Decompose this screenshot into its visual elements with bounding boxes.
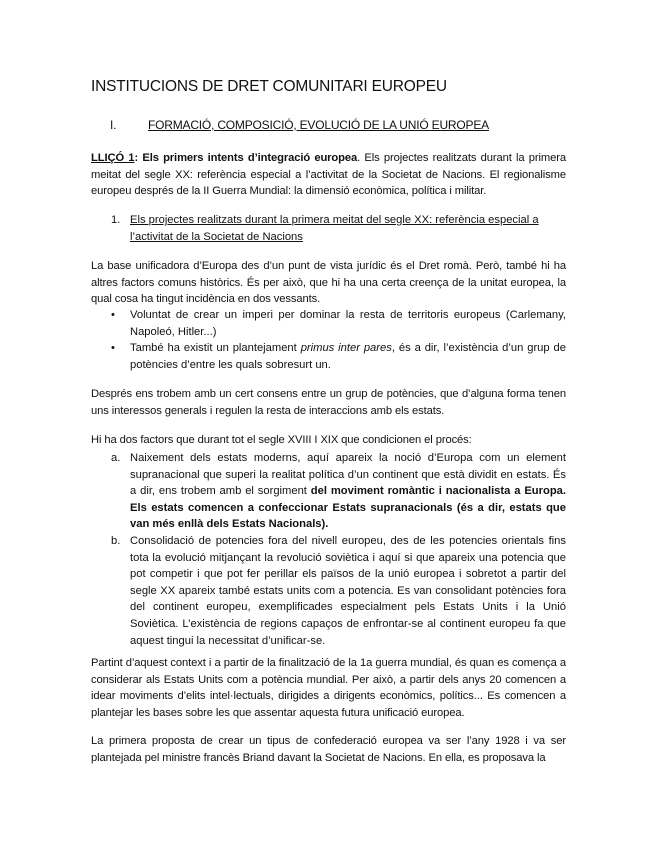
bullet-text-before: També ha existit un plantejament bbox=[130, 342, 301, 355]
document-title: INSTITUCIONS DE DRET COMUNITARI EUROPEU bbox=[91, 78, 447, 95]
list-item bbox=[111, 533, 566, 649]
lesson-label: LLIÇÓ 1 bbox=[91, 152, 135, 164]
paragraph-consensus: Després ens trobem amb un cert consens entre un grup de potències, que d’alguna forma tenen uns interessos generals i regulen la resta de interaccions amb els estats. bbox=[91, 388, 566, 417]
section-heading bbox=[110, 118, 489, 132]
numbered-heading-marker: 1. bbox=[111, 214, 121, 226]
section-title: FORMACIÓ, COMPOSICIÓ, EVOLUCIÓ DE LA UNIÓ EUROPEA bbox=[148, 118, 489, 132]
bullet-text: Voluntat de crear un imperi per dominar la resta de territoris europeus (Carlemany, Napoleó, Hitler...) bbox=[130, 309, 566, 338]
paragraph-context: Partint d’aquest context i a partir de la finalització de la 1a guerra mundial, és quan es comença a considerar als Estats Units com a potència mundial. Per això, a partir dels anys 20 comencen a idear moviments d’elits intel·lectuals, dirigides a dirigents econòmics, polítics... Es comencen a plantejar les bases sobre les que assentar aquesta futura unificació europea. bbox=[91, 657, 566, 719]
bullet-text-italic: primus inter pares bbox=[300, 342, 392, 355]
bullet-list bbox=[111, 307, 566, 373]
section-number: I. bbox=[110, 118, 117, 132]
alpha-text: Consolidació de potencies fora del nivell europeu, des de les potencies orientals fins tota la evolució mitjançant la revolució soviètica i aquí si que apareix una potencia que pot competir i que pot fer perillar els països de la unió europea i sobretot a partir del segle XX apareix també estats units com a potencia. Es van consolidant potències fora del continent europeu, exemplificades especialment pels Estats Units i la Unió Soviètica. L’existència de regions capaços de enfrontar-se al continent europeu fa que aquest tingui la necessitat d’unificar-se. bbox=[130, 534, 566, 647]
paragraph-two-factors: Hi ha dos factors que durant tot el segle XVIII I XIX que condicionen el procés: bbox=[91, 434, 472, 446]
bullet-text-after: , és a dir, l’existència d’un grup de potències d’entre les quals sobresurt un. bbox=[130, 342, 566, 371]
paragraph-first-proposal: La primera proposta de crear un tipus de confederació europea va ser l’any 1928 i va ser plantejada pel ministre francès Briand davant la Societat de Nacions. En ella, es proposava la bbox=[91, 735, 566, 764]
alpha-text-bold: del moviment romàntic i nacionalista a Europa. Els estats comencen a confeccionar Estats supranacionals (és a dir, estats que van més enllà dels Estats Nacionals). bbox=[130, 485, 566, 531]
numbered-heading-1 bbox=[111, 212, 566, 245]
lesson-paragraph bbox=[91, 150, 566, 200]
lesson-intro: . Els projectes realitzats durant la primera meitat del segle XX: referència especial a l’activitat de la Societat de Nacions. El regionalisme europeu després de la II Guerra Mundial: la dimensió econòmica, política i militar. bbox=[91, 152, 566, 198]
alpha-marker: a. bbox=[111, 452, 121, 464]
lesson-title: Els primers intents d’integració europea bbox=[142, 152, 358, 164]
bullet-marker: • bbox=[111, 309, 115, 321]
bullet-marker: • bbox=[111, 342, 115, 355]
list-item bbox=[111, 307, 566, 340]
list-item bbox=[111, 340, 566, 373]
list-item bbox=[111, 450, 566, 533]
numbered-heading-text: Els projectes realitzats durant la primera meitat del segle XX: referència especial a l’activitat de la Societat de Nacions bbox=[130, 214, 539, 243]
paragraph-roman-law: La base unificadora d’Europa des d’un punt de vista jurídic és el Dret romà. Però, també hi ha altres factors comuns històrics. És per això, que hi ha una certa creença de la unitat europea, la qual cosa ha tingut incidència en dos vessants. bbox=[91, 260, 566, 306]
alpha-marker: b. bbox=[111, 534, 121, 547]
alpha-text: Naixement dels estats moderns, aquí apareix la noció d’Europa com un element supranacional que superi la realitat política d’un continent que està dividit en estats. És a dir, ens trobem amb el sorgiment bbox=[130, 452, 566, 498]
lesson-colon: : bbox=[134, 152, 139, 164]
alpha-list bbox=[111, 450, 566, 649]
